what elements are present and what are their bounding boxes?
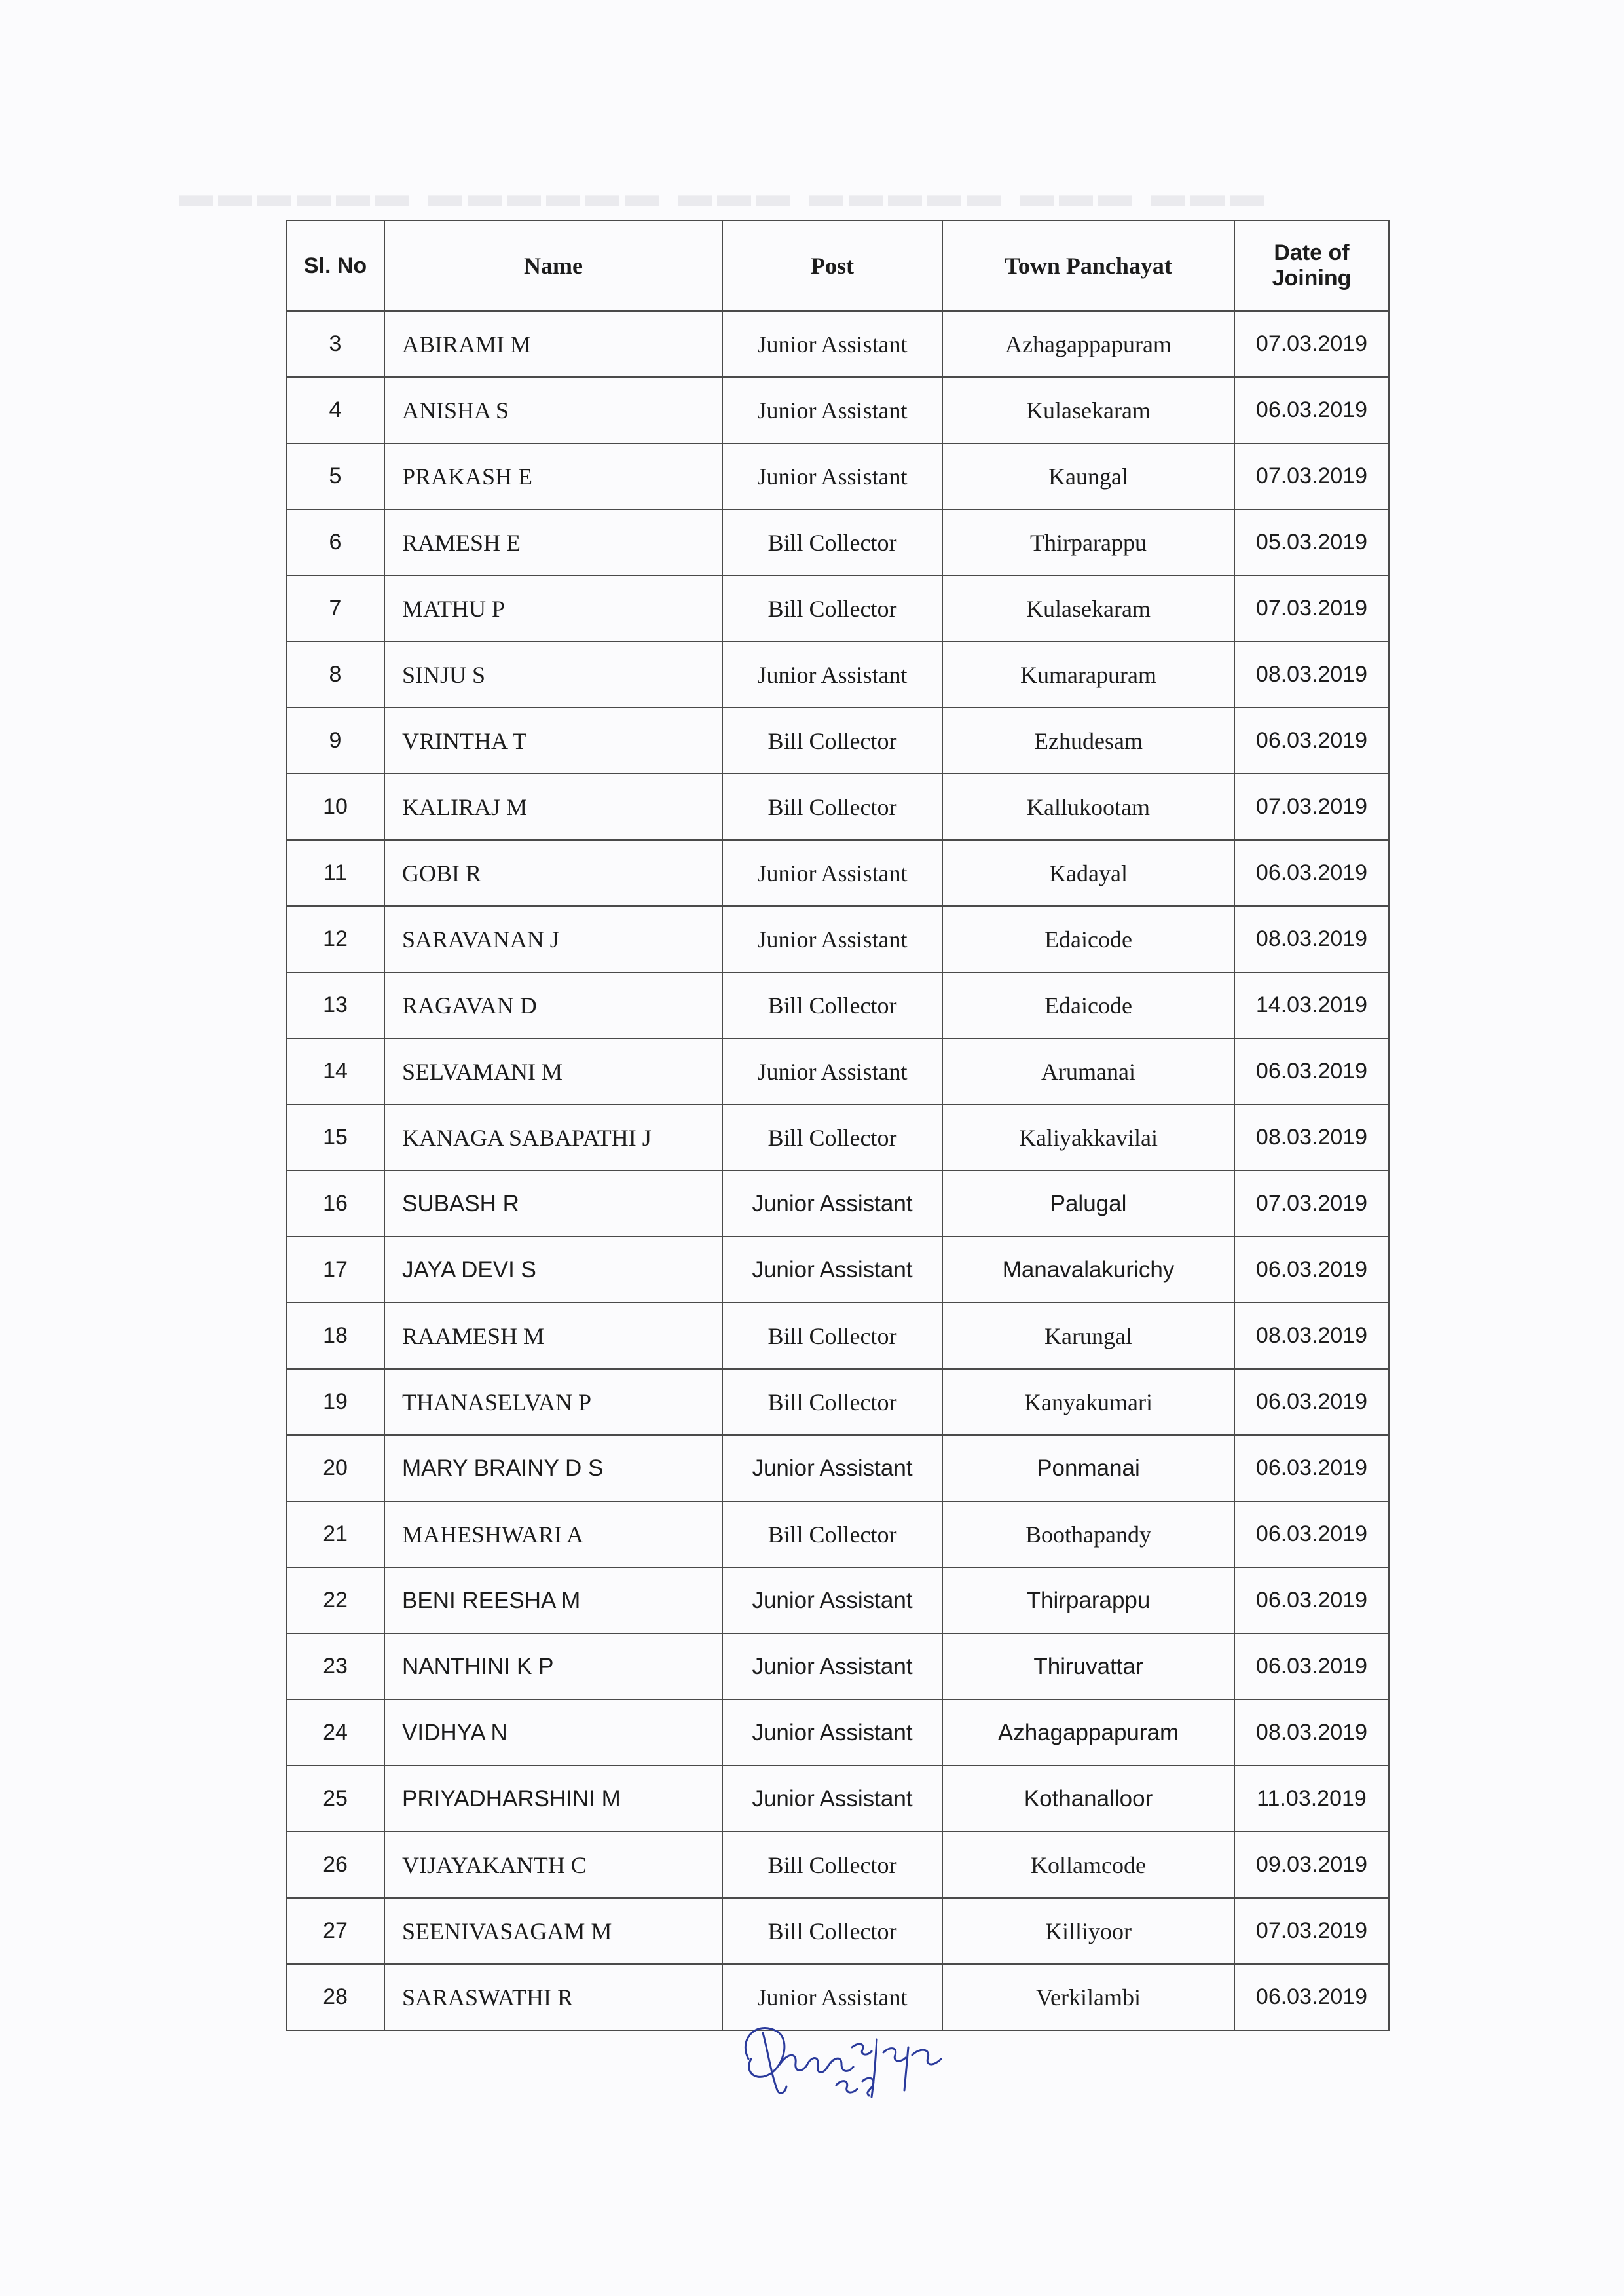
bleed-through-text: ▬▬▬ ▬▬▬ ▬▬▬▬▬ ▬▬▬ ▬▬▬▬▬▬ ▬▬▬▬▬▬ xyxy=(174,176,1264,213)
cell-post: Bill Collector xyxy=(722,1898,942,1964)
cell-town-panchayat: Kanyakumari xyxy=(942,1369,1234,1435)
cell-date-of-joining: 11.03.2019 xyxy=(1234,1766,1389,1832)
table-row xyxy=(286,509,1389,575)
table-row xyxy=(286,1435,1389,1501)
cell-name: SARAVANAN J xyxy=(384,906,722,972)
cell-post: Bill Collector xyxy=(722,972,942,1038)
cell-sl-no: 17 xyxy=(286,1237,384,1303)
cell-sl-no: 15 xyxy=(286,1104,384,1171)
cell-post: Junior Assistant xyxy=(722,1766,942,1832)
table-row xyxy=(286,906,1389,972)
cell-town-panchayat: Kallukootam xyxy=(942,774,1234,840)
cell-sl-no: 16 xyxy=(286,1171,384,1237)
cell-post: Junior Assistant xyxy=(722,642,942,708)
cell-town-panchayat: Palugal xyxy=(942,1171,1234,1237)
cell-name: SARASWATHI R xyxy=(384,1964,722,2030)
cell-sl-no: 14 xyxy=(286,1038,384,1104)
cell-name: KALIRAJ M xyxy=(384,774,722,840)
cell-name: SELVAMANI M xyxy=(384,1038,722,1104)
cell-date-of-joining: 07.03.2019 xyxy=(1234,1171,1389,1237)
cell-name: MAHESHWARI A xyxy=(384,1501,722,1567)
cell-date-of-joining: 07.03.2019 xyxy=(1234,575,1389,642)
cell-post: Bill Collector xyxy=(722,1501,942,1567)
cell-sl-no: 8 xyxy=(286,642,384,708)
cell-date-of-joining: 06.03.2019 xyxy=(1234,708,1389,774)
cell-name: NANTHINI K P xyxy=(384,1633,722,1700)
cell-post: Junior Assistant xyxy=(722,377,942,443)
cell-name: KANAGA SABAPATHI J xyxy=(384,1104,722,1171)
cell-sl-no: 28 xyxy=(286,1964,384,2030)
table-row xyxy=(286,1369,1389,1435)
cell-post: Bill Collector xyxy=(722,774,942,840)
cell-date-of-joining: 08.03.2019 xyxy=(1234,906,1389,972)
cell-town-panchayat: Ponmanai xyxy=(942,1435,1234,1501)
cell-name: RAGAVAN D xyxy=(384,972,722,1038)
cell-name: SINJU S xyxy=(384,642,722,708)
cell-town-panchayat: Kadayal xyxy=(942,840,1234,906)
table-row xyxy=(286,840,1389,906)
header-post: Post xyxy=(722,221,942,311)
cell-date-of-joining: 05.03.2019 xyxy=(1234,509,1389,575)
cell-sl-no: 7 xyxy=(286,575,384,642)
cell-town-panchayat: Karungal xyxy=(942,1303,1234,1369)
cell-date-of-joining: 06.03.2019 xyxy=(1234,1633,1389,1700)
cell-date-of-joining: 07.03.2019 xyxy=(1234,311,1389,377)
cell-date-of-joining: 08.03.2019 xyxy=(1234,1303,1389,1369)
cell-town-panchayat: Kothanalloor xyxy=(942,1766,1234,1832)
cell-town-panchayat: Verkilambi xyxy=(942,1964,1234,2030)
cell-date-of-joining: 06.03.2019 xyxy=(1234,1038,1389,1104)
cell-post: Bill Collector xyxy=(722,509,942,575)
cell-name: JAYA DEVI S xyxy=(384,1237,722,1303)
handwritten-signature xyxy=(737,2013,953,2105)
cell-post: Bill Collector xyxy=(722,708,942,774)
table-row xyxy=(286,377,1389,443)
cell-name: GOBI R xyxy=(384,840,722,906)
cell-sl-no: 3 xyxy=(286,311,384,377)
cell-sl-no: 20 xyxy=(286,1435,384,1501)
cell-name: PRIYADHARSHINI M xyxy=(384,1766,722,1832)
table-body xyxy=(286,311,1389,2030)
table-row xyxy=(286,1171,1389,1237)
table-row xyxy=(286,1700,1389,1766)
cell-town-panchayat: Azhagappapuram xyxy=(942,1700,1234,1766)
cell-post: Junior Assistant xyxy=(722,1237,942,1303)
cell-town-panchayat: Thiruvattar xyxy=(942,1633,1234,1700)
cell-town-panchayat: Thirparappu xyxy=(942,509,1234,575)
cell-town-panchayat: Edaicode xyxy=(942,906,1234,972)
header-date-line2: Joining xyxy=(1272,266,1352,291)
cell-sl-no: 4 xyxy=(286,377,384,443)
cell-town-panchayat: Ezhudesam xyxy=(942,708,1234,774)
cell-name: PRAKASH E xyxy=(384,443,722,509)
table-row xyxy=(286,774,1389,840)
cell-name: SEENIVASAGAM M xyxy=(384,1898,722,1964)
cell-date-of-joining: 06.03.2019 xyxy=(1234,1501,1389,1567)
cell-name: MARY BRAINY D S xyxy=(384,1435,722,1501)
staff-joining-table xyxy=(286,220,1390,2031)
cell-sl-no: 10 xyxy=(286,774,384,840)
cell-name: VRINTHA T xyxy=(384,708,722,774)
cell-town-panchayat: Kaliyakkavilai xyxy=(942,1104,1234,1171)
cell-sl-no: 12 xyxy=(286,906,384,972)
cell-post: Junior Assistant xyxy=(722,443,942,509)
table-row xyxy=(286,642,1389,708)
cell-sl-no: 18 xyxy=(286,1303,384,1369)
header-name: Name xyxy=(384,221,722,311)
cell-date-of-joining: 06.03.2019 xyxy=(1234,840,1389,906)
table-row xyxy=(286,1567,1389,1633)
cell-name: BENI REESHA M xyxy=(384,1567,722,1633)
table-row xyxy=(286,1038,1389,1104)
cell-town-panchayat: Thirparappu xyxy=(942,1567,1234,1633)
cell-post: Junior Assistant xyxy=(722,1567,942,1633)
cell-name: THANASELVAN P xyxy=(384,1369,722,1435)
table-row xyxy=(286,311,1389,377)
cell-date-of-joining: 06.03.2019 xyxy=(1234,1237,1389,1303)
table-row xyxy=(286,1766,1389,1832)
cell-date-of-joining: 06.03.2019 xyxy=(1234,1567,1389,1633)
cell-date-of-joining: 06.03.2019 xyxy=(1234,1435,1389,1501)
table-row xyxy=(286,1303,1389,1369)
table-row xyxy=(286,575,1389,642)
cell-sl-no: 6 xyxy=(286,509,384,575)
cell-post: Junior Assistant xyxy=(722,1964,942,2030)
header-town-panchayat: Town Panchayat xyxy=(942,221,1234,311)
table-row xyxy=(286,443,1389,509)
cell-sl-no: 27 xyxy=(286,1898,384,1964)
cell-sl-no: 24 xyxy=(286,1700,384,1766)
table-header-row xyxy=(286,221,1389,311)
cell-post: Bill Collector xyxy=(722,1832,942,1898)
cell-town-panchayat: Kulasekaram xyxy=(942,575,1234,642)
cell-town-panchayat: Azhagappapuram xyxy=(942,311,1234,377)
cell-town-panchayat: Manavalakurichy xyxy=(942,1237,1234,1303)
cell-post: Junior Assistant xyxy=(722,906,942,972)
header-sl-no: Sl. No xyxy=(286,221,384,311)
cell-date-of-joining: 08.03.2019 xyxy=(1234,1700,1389,1766)
cell-sl-no: 19 xyxy=(286,1369,384,1435)
table-row xyxy=(286,1898,1389,1964)
cell-date-of-joining: 08.03.2019 xyxy=(1234,1104,1389,1171)
cell-date-of-joining: 09.03.2019 xyxy=(1234,1832,1389,1898)
header-date-line1: Date of xyxy=(1274,240,1350,265)
cell-sl-no: 21 xyxy=(286,1501,384,1567)
cell-date-of-joining: 14.03.2019 xyxy=(1234,972,1389,1038)
cell-post: Junior Assistant xyxy=(722,840,942,906)
table-row xyxy=(286,1104,1389,1171)
table-row xyxy=(286,972,1389,1038)
cell-town-panchayat: Arumanai xyxy=(942,1038,1234,1104)
cell-sl-no: 11 xyxy=(286,840,384,906)
cell-date-of-joining: 07.03.2019 xyxy=(1234,1898,1389,1964)
header-date-of-joining xyxy=(1234,221,1389,311)
table-row xyxy=(286,1832,1389,1898)
table-row xyxy=(286,708,1389,774)
cell-name: VIDHYA N xyxy=(384,1700,722,1766)
cell-name: ABIRAMI M xyxy=(384,311,722,377)
cell-post: Junior Assistant xyxy=(722,311,942,377)
cell-town-panchayat: Boothapandy xyxy=(942,1501,1234,1567)
cell-town-panchayat: Edaicode xyxy=(942,972,1234,1038)
cell-post: Bill Collector xyxy=(722,575,942,642)
cell-sl-no: 22 xyxy=(286,1567,384,1633)
cell-town-panchayat: Killiyoor xyxy=(942,1898,1234,1964)
cell-name: RAAMESH M xyxy=(384,1303,722,1369)
cell-date-of-joining: 06.03.2019 xyxy=(1234,1964,1389,2030)
cell-post: Junior Assistant xyxy=(722,1038,942,1104)
cell-town-panchayat: Kulasekaram xyxy=(942,377,1234,443)
cell-date-of-joining: 07.03.2019 xyxy=(1234,774,1389,840)
cell-sl-no: 23 xyxy=(286,1633,384,1700)
cell-name: ANISHA S xyxy=(384,377,722,443)
cell-sl-no: 13 xyxy=(286,972,384,1038)
cell-sl-no: 25 xyxy=(286,1766,384,1832)
cell-post: Bill Collector xyxy=(722,1303,942,1369)
cell-date-of-joining: 06.03.2019 xyxy=(1234,1369,1389,1435)
cell-name: SUBASH R xyxy=(384,1171,722,1237)
cell-post: Bill Collector xyxy=(722,1104,942,1171)
cell-town-panchayat: Kaungal xyxy=(942,443,1234,509)
table-row xyxy=(286,1633,1389,1700)
cell-date-of-joining: 06.03.2019 xyxy=(1234,377,1389,443)
cell-name: MATHU P xyxy=(384,575,722,642)
cell-town-panchayat: Kumarapuram xyxy=(942,642,1234,708)
cell-post: Junior Assistant xyxy=(722,1633,942,1700)
cell-post: Junior Assistant xyxy=(722,1435,942,1501)
cell-post: Junior Assistant xyxy=(722,1171,942,1237)
cell-date-of-joining: 07.03.2019 xyxy=(1234,443,1389,509)
table-row xyxy=(286,1501,1389,1567)
cell-name: VIJAYAKANTH C xyxy=(384,1832,722,1898)
cell-sl-no: 5 xyxy=(286,443,384,509)
cell-town-panchayat: Kollamcode xyxy=(942,1832,1234,1898)
cell-name: RAMESH E xyxy=(384,509,722,575)
cell-post: Bill Collector xyxy=(722,1369,942,1435)
cell-post: Junior Assistant xyxy=(722,1700,942,1766)
cell-date-of-joining: 08.03.2019 xyxy=(1234,642,1389,708)
cell-sl-no: 9 xyxy=(286,708,384,774)
cell-sl-no: 26 xyxy=(286,1832,384,1898)
table-row xyxy=(286,1237,1389,1303)
